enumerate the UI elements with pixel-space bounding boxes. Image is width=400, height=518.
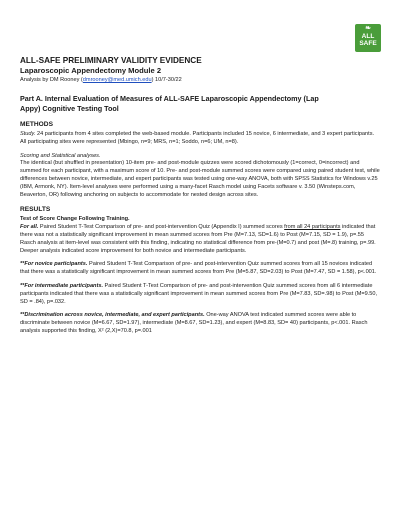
scoring-heading: Scoring and Statistical analyses. <box>20 152 101 159</box>
for-all-paragraph <box>20 224 380 240</box>
for-all-label: For all. <box>20 224 39 231</box>
document-subtitle: Laparoscopic Appendectomy Module 2 <box>20 66 162 75</box>
for-all-underlined: from all 24 participants <box>284 224 341 231</box>
discrimination-text: One-way ANOVA test indicated summed scores were able to discriminate between novice (M=6.67, SD=1.97), intermediate (M=8.67, SD=1.23), and expert (M=8.83, SD= 40) participants, p<.001. Rasch analysis supported this finding, X² (2,X)=70.8, p=.001 <box>20 312 368 334</box>
study-label: Study. <box>20 131 36 137</box>
document-content <box>20 56 380 342</box>
part-a-heading: Part A. Internal Evaluation of Measures of ALL-SAFE Laparoscopic Appendectomy (Lap Appy) Cognitive Testing Tool <box>20 94 319 113</box>
logo-line-2: SAFE <box>359 40 377 47</box>
results-heading: RESULTS <box>20 206 51 214</box>
analysis-prefix: Analysis by DM Rooney ( <box>20 77 83 83</box>
novice-label: **For novice participants. <box>20 261 88 268</box>
scoring-paragraph: The identical (but shuffled in presentation) 10-item pre- and post-module quizzes were scored dichotomously (1=correct, 0=incorrect) and summed for each participant, with a maximum score of 10. Pre- and post-module summed scores were compared using paired student test, while differences between novice, intermediate, and expert participants was tested using one-way ANOVA, both with SPSS Statistics for Windows v.25 (IBM, Armonk, NY). Item-level analyses were performed using a many-facet Rasch model using Facets software v. 3.50 (Winsteps.com, Beaverton, OR) following anchoring on subjects to accommodate for nested design across sites. <box>20 160 380 198</box>
novice-paragraph <box>20 261 380 277</box>
analysis-credit <box>20 76 380 84</box>
logo-line-1: ALL <box>361 33 375 40</box>
analysis-suffix: ) 10/7-30/22 <box>151 77 182 83</box>
leaf-icon: ❧ <box>365 25 371 32</box>
all-safe-logo <box>355 24 381 52</box>
intermediate-label: **For intermediate participants. <box>20 282 103 289</box>
novice-text: Paired Student T-Test Comparison of pre- and post-intervention Quiz summed scores from all 15 novices indicated that there was a statistically significant improvement in mean summed scores from Pre (M=5.87, SD=2.03) to Post (M=7.47, SD = 1.58), p<.001. <box>20 261 377 276</box>
rasch-paragraph: Rasch analysis at item-level was consistent with this finding, indicating no statistical difference from pre-(M=0.7) and post (M=.8) training, p=.99. Deeper analysis indicated score improvement for both novice and intermediate participants. <box>20 239 376 254</box>
intermediate-paragraph <box>20 283 380 306</box>
discrimination-paragraph <box>20 312 380 335</box>
methods-heading: METHODS <box>20 121 53 128</box>
for-all-text-post: indicated that there was not a statistically significant improvement in mean summed scores from Pre (M=7.13, SD=1.6) to Post (M=7.15, SD = 1.9), p=.55 <box>20 224 376 238</box>
document-title: ALL-SAFE PRELIMINARY VALIDITY EVIDENCE <box>20 56 202 65</box>
intermediate-text: Paired Student T-Test Comparison of pre- and post-intervention Quiz summed scores from all 6 intermediate participants indicated that there was a statistically significant improvement in mean summed scores from Pre (M=7.83, SD=.98) to Post (M=9.50, SD = .84), p=.032. <box>20 282 378 305</box>
study-text: 24 participants from 4 sites completed the web-based module. Participants included 15 novice, 6 intermediate, and 3 expert participants. All participating sites were represented (Mbingo, n=9; MRS, n=1; Soddo, n=6; UM, n=8). <box>20 131 375 145</box>
study-paragraph <box>20 131 380 147</box>
test-heading: Test of Score Change Following Training. <box>20 216 130 223</box>
scoring-heading-line <box>20 153 380 161</box>
for-all-text-pre: Paired Student T-Test Comparison of pre- and post-intervention Quiz (Appendix I) summed scores <box>38 224 285 231</box>
discrimination-label: **Discrimination across novice, intermediate, and expert participants. <box>20 312 205 319</box>
author-email-link[interactable]: dmrooney@med.umich.edu <box>82 77 152 83</box>
